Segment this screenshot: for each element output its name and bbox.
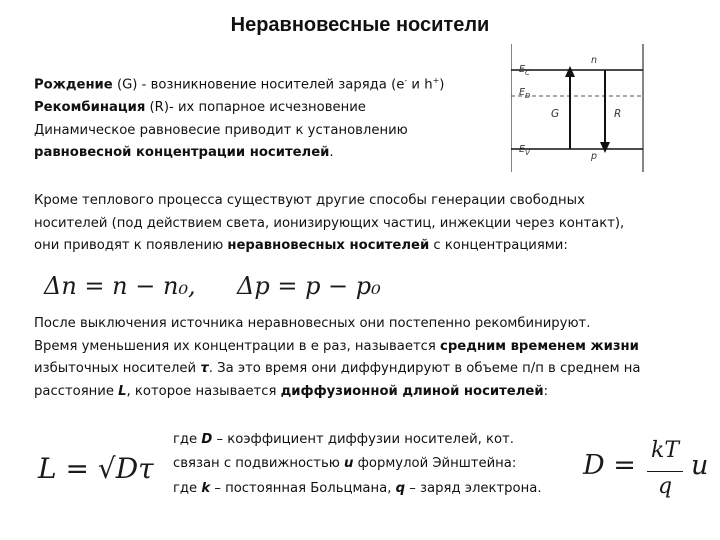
page-title: Неравновесные носители: [230, 14, 490, 36]
einstein-denominator: q: [658, 474, 673, 499]
band-diagram-svg: [511, 44, 651, 172]
where-line2-start: связан с подвижностью: [173, 456, 345, 472]
term-generation: Рождение: [34, 77, 113, 93]
para2-line2: носителей (под действием света, ионизирующих частиц, инжекции через контакт),: [34, 215, 625, 231]
formula-delta-n: Δn = n − n₀,: [44, 272, 196, 300]
einstein-lhs: D =: [583, 450, 636, 481]
intro-text: [34, 70, 444, 165]
term-nonequilibrium-carriers: неравновесных носителей: [227, 238, 430, 254]
label-ev: [519, 144, 530, 157]
para3-line4: [34, 381, 640, 404]
einstein-numerator: kT: [651, 438, 680, 463]
label-r: R: [614, 108, 622, 120]
where-line1: [173, 428, 542, 452]
where-line3: [173, 477, 542, 501]
para3-line3-start: избыточных носителей: [34, 361, 201, 377]
label-ev-main: E: [519, 144, 526, 155]
paragraph-recombination: [34, 313, 640, 403]
paragraph-generation-methods: [34, 190, 624, 258]
where-line2: [173, 452, 542, 476]
generation-and: и h: [407, 77, 433, 93]
einstein-u: u: [691, 450, 709, 481]
term-recombination: Рекомбинация: [34, 99, 146, 115]
symbol-k: k: [201, 480, 211, 496]
label-ed-sub: D: [525, 91, 531, 100]
para3-line4-mid: , которое называется: [126, 383, 281, 399]
where-block: [173, 428, 542, 501]
para2-line3-end: с концентрациями:: [429, 238, 568, 254]
where-line3-start: где: [173, 480, 202, 496]
where-line3-end: – заряд электрона.: [405, 480, 542, 496]
para2-line3: [34, 235, 624, 258]
para3-line4-end: :: [543, 383, 549, 399]
generation-definition: (G) - возникновение носителей заряда (e: [112, 77, 405, 93]
para3-line2-start: Время уменьшения их концентрации в e раз, называется: [34, 338, 441, 354]
symbol-L: L: [118, 383, 127, 399]
label-g: G: [551, 108, 560, 120]
intro-line-generation: [34, 70, 444, 97]
label-p: p: [591, 151, 598, 162]
sup-plus: +: [432, 76, 440, 85]
para2-line1: Кроме теплового процесса существуют другие способы генерации свободных: [34, 193, 585, 208]
where-line2-end: формулой Эйнштейна:: [353, 456, 517, 472]
term-diffusion-length: диффузионной длиной носителей: [280, 383, 544, 399]
intro-line-recombination: [34, 97, 444, 120]
formula-einstein: [583, 440, 713, 506]
label-ed-main: E: [519, 87, 526, 98]
intro-line-equilibrium: Динамическое равновесие приводит к установлению: [34, 122, 408, 138]
symbol-tau: τ: [200, 361, 209, 377]
label-ev-sub: V: [525, 148, 530, 157]
einstein-fraction-bar: [647, 471, 683, 472]
para3-line3: [34, 358, 640, 381]
where-line3-mid: – постоянная Больцмана,: [210, 480, 396, 496]
intro-line-concentration: [34, 142, 444, 165]
generation-close: ): [439, 77, 445, 93]
generation-arrowhead: [565, 66, 575, 77]
where-line1-end: – коэффициент диффузии носителей, кот.: [212, 432, 514, 447]
formula-delta-p: Δp = p − p₀: [237, 272, 381, 300]
term-mean-lifetime: средним временем жизни: [440, 338, 639, 354]
label-ec-main: E: [519, 64, 526, 75]
para3-line4-start: расстояние: [34, 383, 119, 399]
sup-minus: -: [404, 76, 408, 85]
symbol-D: D: [201, 432, 213, 447]
symbol-u: u: [344, 456, 354, 472]
formula-diffusion-length: L = √Dτ: [38, 452, 154, 485]
label-ec: [519, 64, 530, 77]
para2-line3-start: они приводят к появлению: [34, 238, 228, 254]
where-line1-start: где: [173, 432, 202, 447]
para3-line1: После выключения источника неравновесных они постепенно рекомбинируют.: [34, 316, 591, 331]
para3-line2: [34, 336, 640, 359]
intro-period: .: [329, 145, 334, 161]
label-n: n: [591, 55, 598, 66]
recombination-arrowhead: [600, 142, 610, 153]
label-ec-sub: C: [525, 68, 530, 77]
para3-line3-end: . За это время они диффундируют в объеме п/п в среднем на: [208, 361, 641, 377]
label-ed: [519, 87, 530, 100]
symbol-q: q: [395, 480, 406, 496]
recombination-definition: (R)- их попарное исчезновение: [145, 99, 366, 115]
term-equilibrium-concentration: равновесной концентрации носителей: [34, 145, 330, 161]
band-diagram: [511, 44, 651, 172]
